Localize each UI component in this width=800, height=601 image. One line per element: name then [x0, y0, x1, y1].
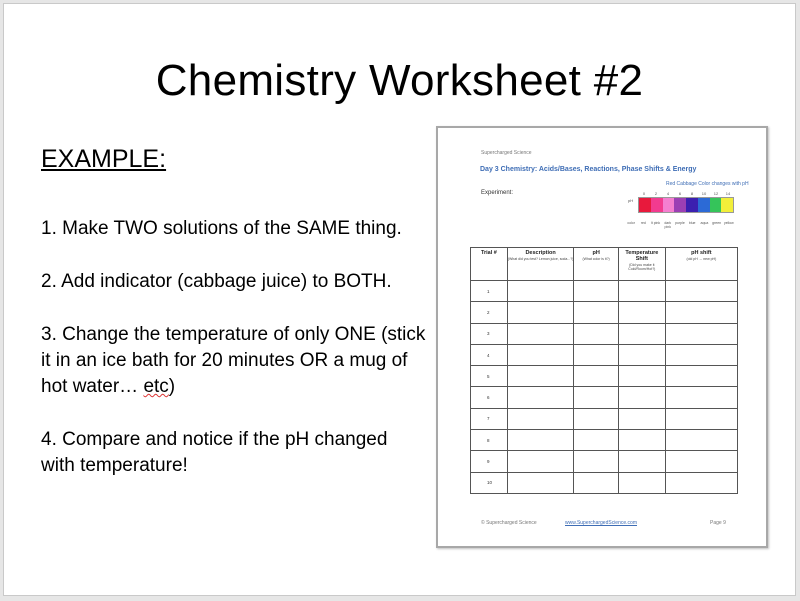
ph-number: 8: [690, 191, 694, 196]
table-cell: [618, 451, 665, 472]
table-header: Trial #: [471, 248, 508, 281]
table-row: [471, 366, 738, 387]
table-cell: [574, 344, 619, 365]
table-cell: [507, 281, 574, 302]
step-2: 2. Add indicator (cabbage juice) to BOTH.: [41, 271, 392, 292]
table-cell: [574, 451, 619, 472]
ph-number: 14: [725, 191, 731, 196]
ph-color-name: purple: [675, 221, 685, 225]
table-row: [471, 302, 738, 323]
ph-scale-label: pH: [628, 198, 634, 203]
table-cell: [618, 281, 665, 302]
table-cell: [507, 366, 574, 387]
table-cell: [618, 472, 665, 493]
ph-number: 12: [713, 191, 719, 196]
ph-color-name: aqua: [700, 221, 709, 225]
table-cell: [507, 451, 574, 472]
ph-swatch: [639, 198, 651, 212]
ph-color-name: blue: [688, 221, 696, 225]
ph-number: 0: [642, 191, 646, 196]
table-cell: 5: [471, 366, 508, 387]
worksheet-brand: Supercharged Science: [481, 150, 532, 156]
table-cell: [574, 472, 619, 493]
ph-swatch: [674, 198, 686, 212]
step-4: 4. Compare and notice if the pH changed with temperature!: [41, 429, 388, 476]
table-row: [471, 408, 738, 429]
table-cell: [507, 472, 574, 493]
ph-number: 10: [701, 191, 707, 196]
step-1: 1. Make TWO solutions of the SAME thing.: [41, 218, 402, 239]
slide[interactable]: [3, 3, 796, 596]
ph-swatch: [710, 198, 722, 212]
table-cell: [574, 323, 619, 344]
ph-color-name: green: [712, 221, 722, 225]
table-cell: [507, 430, 574, 451]
table-row: [471, 430, 738, 451]
worksheet-image[interactable]: [436, 126, 768, 548]
worksheet-footer-copyright: © Supercharged Science: [481, 520, 537, 526]
table-cell: [574, 408, 619, 429]
table-cell: 6: [471, 387, 508, 408]
ph-swatch: [721, 198, 733, 212]
table-cell: 4: [471, 344, 508, 365]
table-cell: [618, 323, 665, 344]
table-cell: 7: [471, 408, 508, 429]
steps-list: [41, 216, 426, 506]
ph-color-name: dark pink: [664, 221, 672, 229]
table-cell: [507, 302, 574, 323]
table-cell: [665, 408, 737, 429]
table-cell: [665, 472, 737, 493]
ph-swatch: [663, 198, 675, 212]
ph-color-name: red: [640, 221, 646, 225]
table-cell: [665, 281, 737, 302]
worksheet-footer-link: www.SuperchargedScience.com: [565, 520, 637, 526]
table-row: [471, 323, 738, 344]
table-cell: 8: [471, 430, 508, 451]
table-cell: [618, 344, 665, 365]
table-cell: [665, 302, 737, 323]
table-cell: [618, 302, 665, 323]
table-row: [471, 472, 738, 493]
table-cell: [665, 387, 737, 408]
table-cell: [665, 344, 737, 365]
table-cell: [574, 281, 619, 302]
table-cell: 2: [471, 302, 508, 323]
example-label: EXAMPLE:: [41, 145, 167, 173]
ph-swatch: [686, 198, 698, 212]
slide-title: Chemistry Worksheet #2: [155, 56, 644, 105]
table-row: [471, 451, 738, 472]
table-cell: 10: [471, 472, 508, 493]
spellcheck-word: etc: [143, 376, 169, 397]
ph-color-name: yellow: [723, 221, 734, 225]
table-cell: 9: [471, 451, 508, 472]
ph-number: 6: [678, 191, 682, 196]
ph-color-swatches: [638, 197, 734, 213]
table-cell: [574, 302, 619, 323]
table-cell: [618, 430, 665, 451]
table-cell: [574, 366, 619, 387]
ph-color-names: [625, 221, 735, 229]
table-row: [471, 387, 738, 408]
step-3: 3. Change the temperature of only ONE (stick it in an ice bath for 20 minutes OR a mug of hot water… etc): [41, 324, 426, 397]
table-cell: [665, 323, 737, 344]
table-cell: [665, 451, 737, 472]
table-cell: [574, 430, 619, 451]
ph-scale-numbers: [638, 191, 734, 196]
table-cell: [507, 408, 574, 429]
ph-color-name: color: [627, 221, 635, 225]
table-cell: [618, 387, 665, 408]
ph-number: 2: [654, 191, 658, 196]
table-cell: 3: [471, 323, 508, 344]
ph-swatch: [698, 198, 710, 212]
table-cell: [507, 323, 574, 344]
ph-swatch: [651, 198, 663, 212]
worksheet-experiment-label: Experiment:: [481, 190, 514, 196]
table-header: Description (What did you test? Lemon juice, soda...?): [507, 248, 574, 281]
table-cell: [574, 387, 619, 408]
table-header: pH shift (old pH → new pH): [665, 248, 737, 281]
table-header: pH (What color is it?): [574, 248, 619, 281]
table-row: [471, 344, 738, 365]
worksheet-heading: Day 3 Chemistry: Acids/Bases, Reactions, Phase Shifts & Energy: [480, 166, 697, 173]
table-header: Temperature Shift (Did you make it Cold/Room/Hot?): [618, 248, 665, 281]
table-cell: [507, 387, 574, 408]
table-cell: [665, 366, 737, 387]
table-cell: 1: [471, 281, 508, 302]
table-row: [471, 281, 738, 302]
worksheet-footer-page: Page 9: [710, 520, 726, 526]
ph-scale-title: Red Cabbage Color changes with pH: [666, 181, 749, 187]
worksheet-table: [470, 247, 738, 494]
table-cell: [665, 430, 737, 451]
table-cell: [618, 408, 665, 429]
table-cell: [618, 366, 665, 387]
table-cell: [507, 344, 574, 365]
ph-number: 4: [666, 191, 670, 196]
ph-color-name: lt pink: [650, 221, 661, 225]
